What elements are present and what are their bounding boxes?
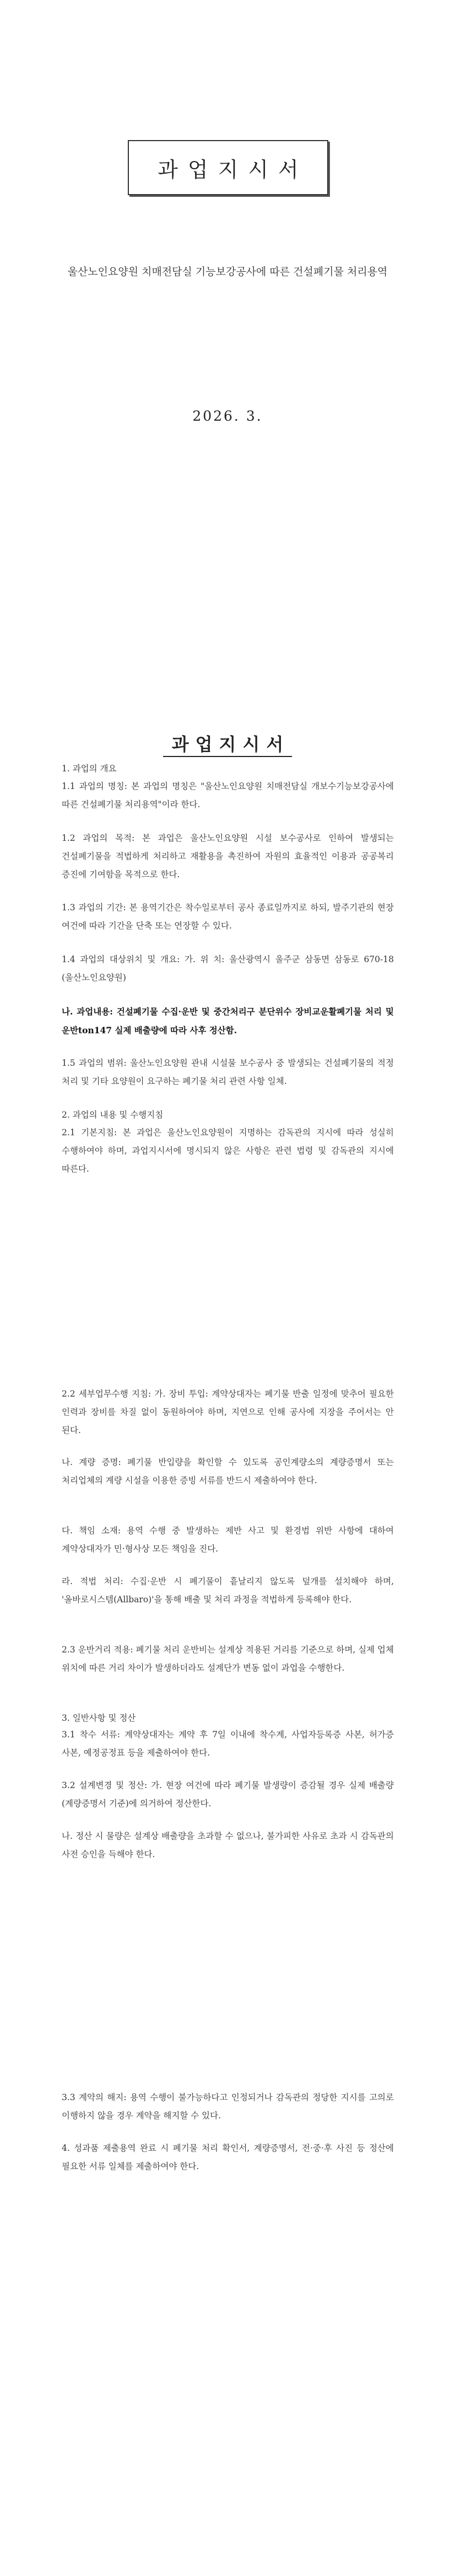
para-3-3: 3.3 계약의 해지: 용역 수행이 불가능하다고 인정되거나 감독관의 정당한 지시를 고의로 이행하지 않을 경우 계약을 해지할 수 있다. [62,2092,394,2121]
para-1-1: 1.1 과업의 명칭: 본 과업의 명칭은 "울산노인요양원 치매전담실 개보수기능보강공사에 따른 건설폐기물 처리용역"이라 한다. [62,781,394,809]
para-1-4: 1.4 과업의 대상위치 및 개요: 가. 위 치: 울산광역시 울주군 삼동면 삼동로 670-18 (울산노인요양원) [62,954,394,983]
para-1-3: 1.3 과업의 기간: 본 용역기간은 착수일로부터 공사 종료일까지로 하되, 발주기관의 현장 여건에 따라 기간을 단축 또는 연장할 수 있다. [62,903,394,931]
para-1-2: 1.2 과업의 목적: 본 과업은 울산노인요양원 시설 보수공사로 인하여 발생되는 건설폐기물을 적법하게 처리하고 재활용을 촉진하여 자원의 효율적인 이용과 공공복리 증진에 기여함을 목적으로 한다. [62,833,394,879]
para-2-2-c: 다. 책임 소재: 용역 수행 중 발생하는 제반 사고 및 환경법 위반 사항에 대하여 계약상대자가 민·형사상 모든 책임을 진다. [62,1526,394,1554]
para-3-1: 3.1 착수 서류: 계약상대자는 계약 후 7일 이내에 착수계, 사업자등록증 사본, 허가증 사본, 예정공정표 등을 제출하여야 한다. [62,1730,394,1758]
section-3-heading: 3. 일반사항 및 정산 [62,1713,136,1723]
page-title [0,731,455,756]
cover-title: 과업지시서 [158,157,308,182]
para-2-3: 2.3 운반거리 적용: 폐기물 처리 운반비는 설계상 적용된 거리를 기준으로 하며, 실제 업체 위치에 따른 거리 차이가 발생하더라도 설계단가 변동 없이 과업을 수행한다. [62,1645,394,1673]
cover-title-box [128,140,328,195]
para-2-2-b: 나. 계량 증명: 폐기물 반입량을 확인할 수 있도록 공인계량소의 계량증명서 또는 처리업체의 계량 시설을 이용한 증빙 서류를 반드시 제출하여야 한다. [62,1457,394,1485]
para-3-2-b: 나. 정산 시 물량은 설계상 배출량을 초과할 수 없으나, 불가피한 사유로 초과 시 감독관의 사전 승인을 득해야 한다. [62,1831,394,1859]
cover-subtitle: 울산노인요양원 치매전담실 기능보강공사에 따른 건설폐기물 처리용역 [67,266,388,278]
para-2-2: 2.2 세부업무수행 지침: 가. 장비 투입: 계약상대자는 폐기물 반출 일정에 맞추어 필요한 인력과 장비를 차질 없이 동원하여야 하며, 지연으로 인해 공사에 지장을 주어서는 안 된다. [62,1389,394,1435]
para-1-5: 1.5 과업의 범위: 울산노인요양원 관내 시설물 보수공사 중 발생되는 건설폐기물의 적정 처리 및 기타 요양원이 요구하는 폐기물 처리 관련 사항 일체. [62,1058,394,1086]
page-title-text: 과업지시서 [163,734,292,757]
para-2-1: 2.1 기본지침: 본 과업은 울산노인요양원이 지명하는 감독관의 지시에 따라 성실히 수행하여야 하며, 과업지시서에 명시되지 않은 사항은 관련 법령 및 감독관의 지시에 따른다. [62,1128,394,1174]
para-2-2-d: 라. 적법 처리: 수집·운반 시 폐기물이 흩날리지 않도록 덮개를 설치해야 하며, '올바로시스템(Allbaro)'을 통해 배출 및 처리 과정을 적법하게 등록해야 한다. [62,1576,394,1604]
section-4: 4. 성과품 제출용역 완료 시 폐기물 처리 확인서, 계량증명서, 전·중·후 사진 등 정산에 필요한 서류 일체를 제출하여야 한다. [62,2143,394,2171]
para-3-2: 3.2 설계변경 및 정산: 가. 현장 여건에 따라 폐기물 발생량이 증감될 경우 실제 배출량(계량증명서 기준)에 의거하여 정산한다. [62,1780,394,1808]
section-1-heading: 1. 과업의 개요 [62,764,117,774]
para-1-4-b [62,1002,394,1040]
para-1-4-b-text: 나. 과업내용: 건설폐기물 수집·운반 및 중간처리구 분단위수 장비교운활폐기물 처리 및 운반ton147 실제 배출량에 따라 사후 정산함. [62,1006,394,1035]
cover-date: 2026. 3. [192,408,263,424]
section-2-heading: 2. 과업의 내용 및 수행지침 [62,1110,164,1120]
